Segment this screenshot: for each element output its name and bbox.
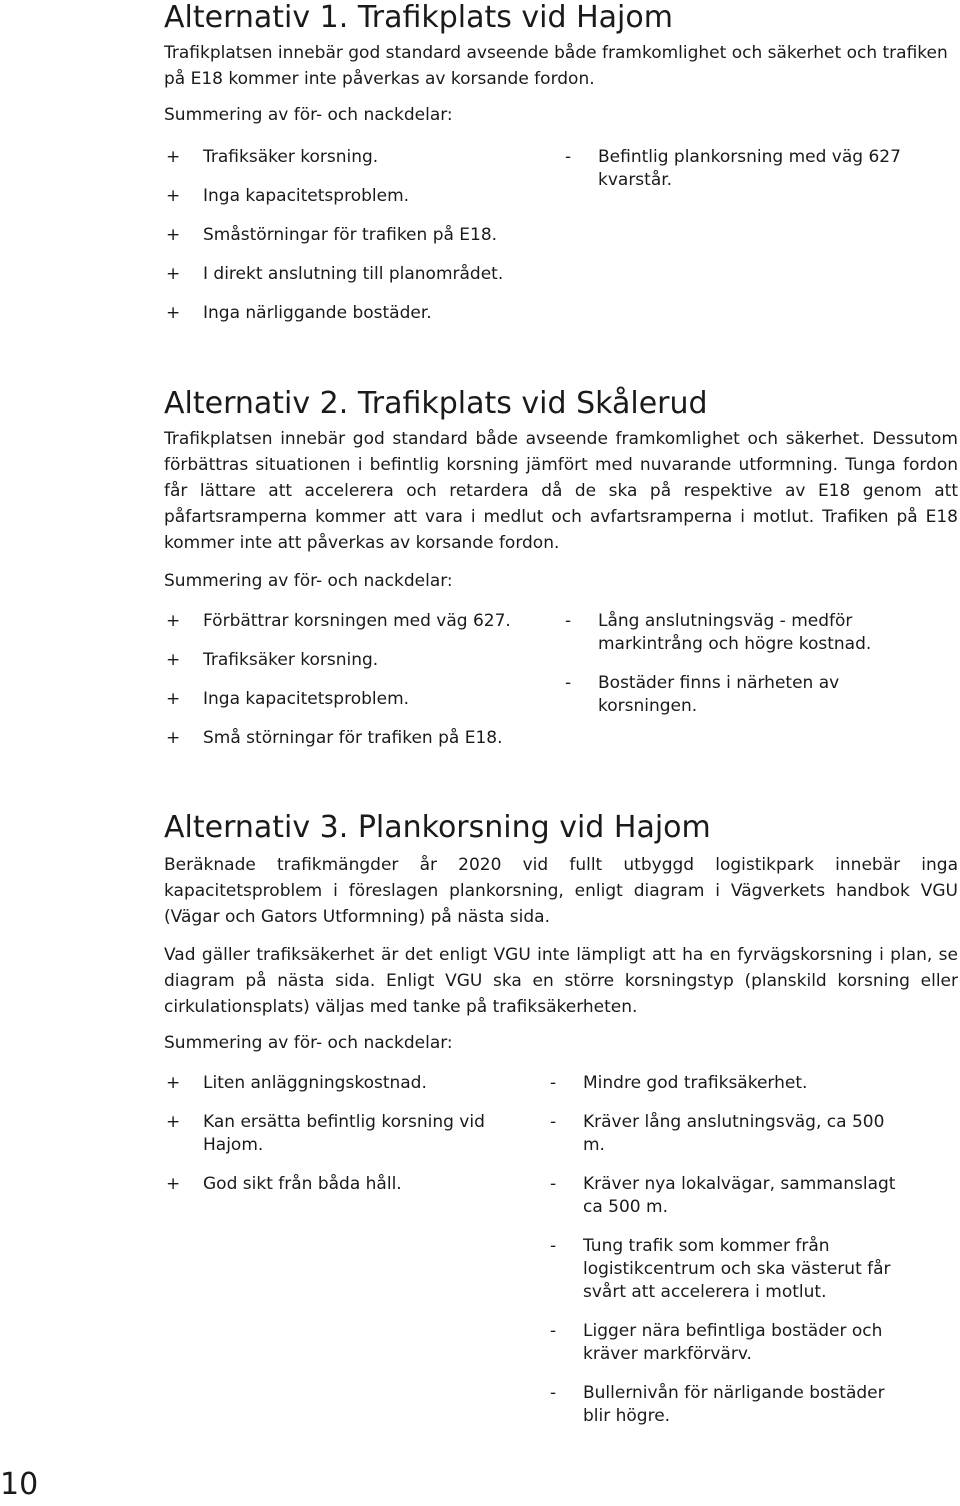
pro-item [166,727,546,750]
alt2-pros-list [166,610,546,750]
minus-marker: - [550,1174,557,1194]
minus-marker: - [550,1073,557,1093]
alt3-body2: Vad gäller trafiksäkerhet är det enligt VGU inte lämpligt att ha en fyrvägskorsning i plan, se diagram på nästa sida. Enligt VGU ska en större korsningstyp (planskild korsning eller cirkulationsplats) väljas med tanke på trafiksäkerheten. [164,945,958,1017]
con-item [550,1072,905,1095]
plus-marker: + [166,1174,181,1194]
pro-text: Trafiksäker korsning. [203,650,379,670]
minus-marker: - [565,147,572,167]
pro-text: Småstörningar för trafiken på E18. [203,225,498,245]
alt3-title: Alternativ 3. Plankorsning vid Hajom [164,810,711,845]
pro-text: I direkt anslutning till planområdet. [203,264,504,284]
pro-item [166,1173,516,1196]
alt1-summary-label: Summering av för- och nackdelar: [164,105,453,125]
alt2-cons-list [565,610,895,718]
plus-marker: + [166,303,181,323]
pro-text: Inga kapacitetsproblem. [203,689,410,709]
alt2-summary-label: Summering av för- och nackdelar: [164,571,453,591]
pro-item [166,1072,516,1095]
plus-marker: + [166,1112,181,1132]
con-item [565,146,945,192]
pro-text: Inga närliggande bostäder. [203,303,432,323]
pro-item [166,1111,506,1157]
alt1-title: Alternativ 1. Trafikplats vid Hajom [164,0,673,35]
pro-item [166,185,546,208]
plus-marker: + [166,611,181,631]
pro-text: Kan ersätta befintlig korsning vid Hajom. [203,1112,485,1155]
plus-marker: + [166,650,181,670]
pro-text: Inga kapacitetsproblem. [203,186,410,206]
con-text: Tung trafik som kommer från logistikcentrum och ska västerut får svårt att accelerera i motlut. [583,1236,891,1302]
pro-item [166,610,546,633]
alt1-cons-list [565,146,945,192]
con-item [565,672,895,718]
minus-marker: - [550,1112,557,1132]
plus-marker: + [166,1073,181,1093]
pro-text: Förbättrar korsningen med väg 627. [203,611,511,631]
con-item [550,1235,905,1304]
con-text: Kräver nya lokalvägar, sammanslagt ca 500 m. [583,1174,896,1217]
pro-item [166,224,546,247]
minus-marker: - [550,1236,557,1256]
pro-item [166,263,546,286]
con-item [565,610,895,656]
pro-item [166,649,546,672]
con-text: Bullernivån för närligande bostäder blir högre. [583,1383,885,1426]
con-text: Kräver lång anslutningsväg, ca 500 m. [583,1112,885,1155]
alt1-pros-list [166,146,546,325]
pro-item [166,146,546,169]
con-text: Mindre god trafiksäkerhet. [583,1073,808,1093]
pro-text: Trafiksäker korsning. [203,147,379,167]
alt3-body1: Beräknade trafikmängder år 2020 vid fullt utbyggd logistikpark innebär inga kapacitetsproblem i föreslagen plankorsning, enligt diagram i Vägverkets handbok VGU (Vägar och Gators Utformning) på nästa sida. [164,855,958,927]
alt1-body: Trafikplatsen innebär god standard avseende både framkomlighet och säkerhet och trafiken på E18 kommer inte påverkas av korsande fordon. [164,43,948,89]
page-number: 10 [0,1467,39,1502]
minus-marker: - [565,611,572,631]
alt3-summary-label: Summering av för- och nackdelar: [164,1033,453,1053]
plus-marker: + [166,225,181,245]
plus-marker: + [166,728,181,748]
con-item [550,1382,905,1428]
plus-marker: + [166,689,181,709]
con-item [550,1111,905,1157]
pro-text: God sikt från båda håll. [203,1174,402,1194]
plus-marker: + [166,186,181,206]
pro-text: Liten anläggningskostnad. [203,1073,427,1093]
minus-marker: - [550,1383,557,1403]
minus-marker: - [565,673,572,693]
alt2-body: Trafikplatsen innebär god standard både avseende framkomlighet och säkerhet. Dessutom förbättras situationen i befintlig korsning jämfört med nuvarande utformning. Tunga fordon får lättare att accelerera och retardera då de ska på respektive av E18 genom att påfartsramperna kommer att vara i medlut och avfartsramperna i motlut. Trafiken på E18 kommer inte att påverkas av korsande fordon. [164,429,958,553]
con-text: Bostäder finns i närheten av korsningen. [598,673,840,716]
pro-item [166,302,546,325]
con-text: Lång anslutningsväg - medför markintrång och högre kostnad. [598,611,872,654]
con-item [550,1173,905,1219]
pro-text: Små störningar för trafiken på E18. [203,728,503,748]
con-text: Ligger nära befintliga bostäder och kräver markförvärv. [583,1321,883,1364]
plus-marker: + [166,264,181,284]
alt3-cons-list [550,1072,905,1428]
con-item [550,1320,905,1366]
alt2-title: Alternativ 2. Trafikplats vid Skålerud [164,386,708,421]
con-text: Befintlig plankorsning med väg 627 kvarstår. [598,147,901,190]
pro-item [166,688,546,711]
plus-marker: + [166,147,181,167]
minus-marker: - [550,1321,557,1341]
alt3-pros-list [166,1072,516,1196]
